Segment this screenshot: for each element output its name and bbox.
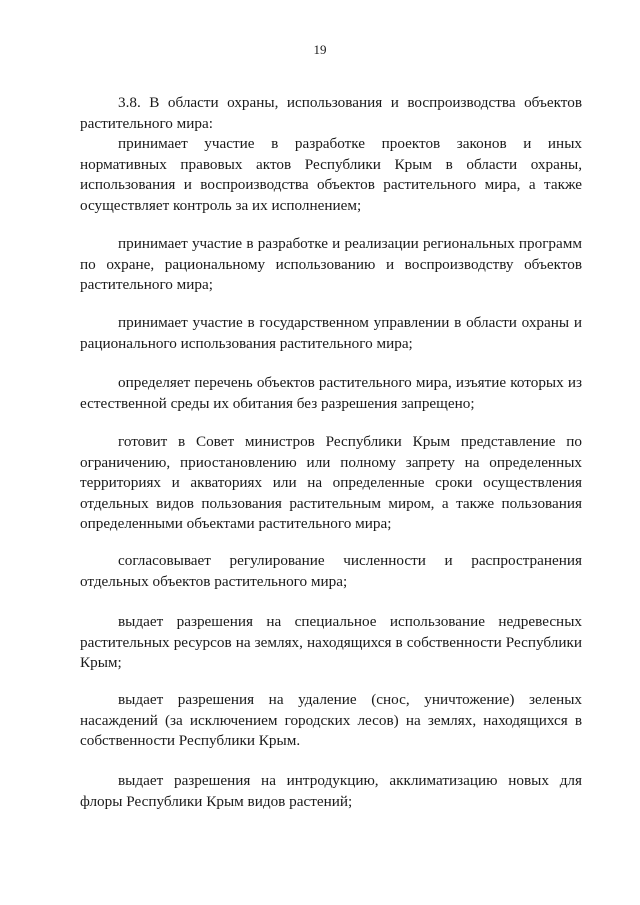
paragraph-introduction-permits: выдает разрешения на интродукцию, акклиматизацию новых для флоры Республики Крым видов растений; xyxy=(80,772,582,810)
paragraph-species-list: определяет перечень объектов растительного мира, изъятие которых из естественной среды их обитания без разрешения запрещено; xyxy=(80,374,582,412)
paragraph-regional-programs: принимает участие в разработке и реализации региональных программ по охране, рациональному использованию и воспроизводству объектов растительного мира; xyxy=(80,235,582,293)
paragraph-regulation: согласовывает регулирование численности и распространения отдельных объектов растительного мира; xyxy=(80,552,582,590)
paragraph-legislation: принимает участие в разработке проектов законов и иных нормативных правовых актов Республики Крым в области охраны, использования и воспроизводства объектов растительного мира, а также осуществляет контроль за их исполнением; xyxy=(80,135,582,214)
section-heading-paragraph: 3.8. В области охраны, использования и воспроизводства объектов растительного мира: xyxy=(80,94,582,132)
paragraph-green-removal-permits: выдает разрешения на удаление (снос, уничтожение) зеленых насаждений (за исключением городских лесов) на землях, находящихся в собственности Республики Крым. xyxy=(80,691,582,749)
paragraph-council-submission: готовит в Совет министров Республики Крым представление по ограничению, приостановлению или полному запрету на определенных территориях и акваториях или на определенные сроки осуществления отдельных видов пользования растительным миром, а также пользования определенными объектами растительного мира; xyxy=(80,433,582,532)
page-number: 19 xyxy=(313,42,327,57)
paragraph-state-management: принимает участие в государственном управлении в области охраны и рационального использования растительного мира; xyxy=(80,314,582,352)
paragraph-non-timber-permits: выдает разрешения на специальное использование недревесных растительных ресурсов на землях, находящихся в собственности Республики Крым; xyxy=(80,613,582,671)
